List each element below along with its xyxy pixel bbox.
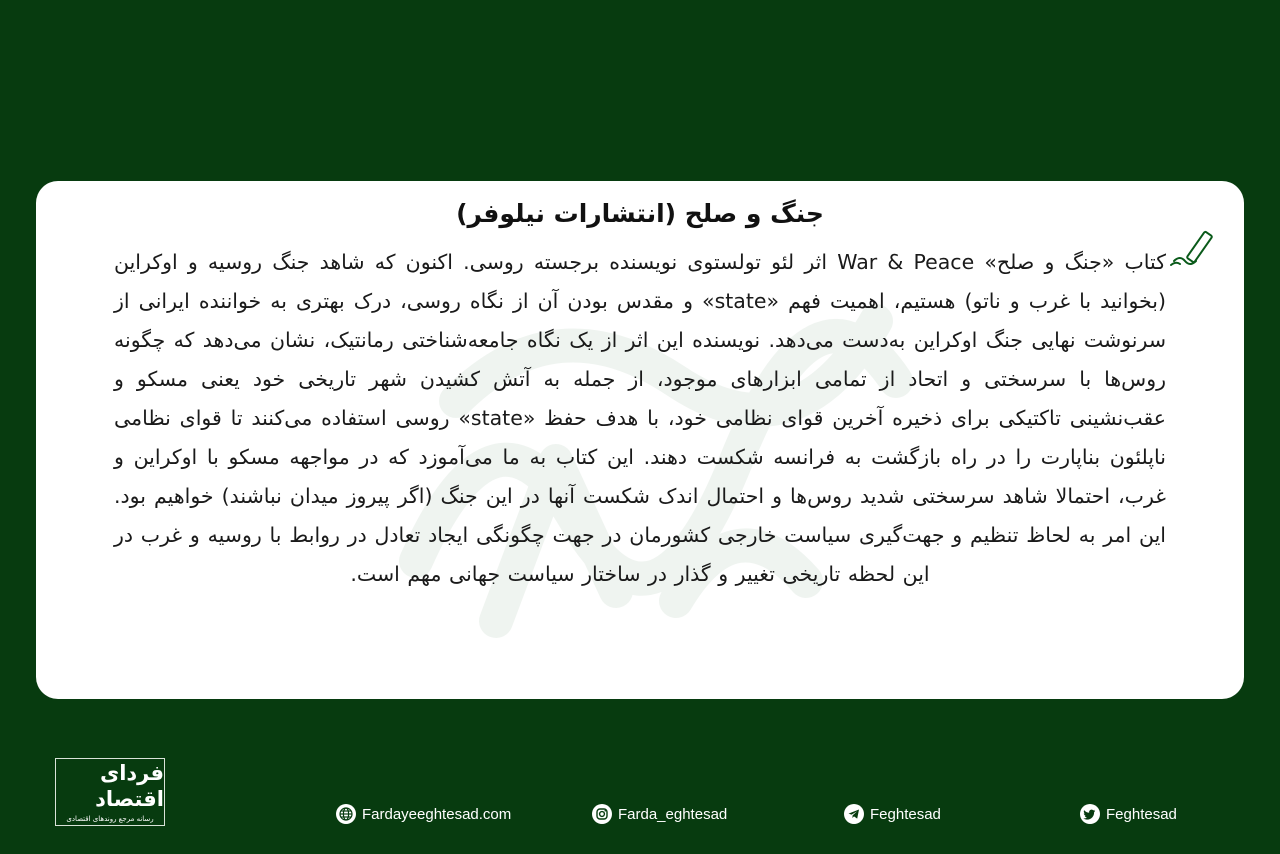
instagram-link[interactable] <box>592 803 727 825</box>
logo-tagline: رسانه مرجع روندهای اقتصادی <box>66 815 154 823</box>
card-title: جنگ و صلح (انتشارات نیلوفر) <box>456 199 824 228</box>
logo-title: فردای اقتصاد <box>95 761 164 811</box>
website-link[interactable] <box>336 803 511 825</box>
instagram-icon <box>592 804 612 824</box>
telegram-label: Feghtesad <box>870 805 941 823</box>
content-card <box>36 181 1244 699</box>
pen-icon <box>1168 225 1222 275</box>
article-body: کتاب «جنگ و صلح» War & Peace اثر لئو تولستوی نویسنده برجسته روسی. اکنون که شاهد جنگ روسیه و اوکراین (بخوانید با غرب و ناتو) هستیم، اهمیت فهم «state» و مقدس بودن آن از نگاه روسی، درک بهتری به خواننده ایرانی از سرنوشت نهایی جنگ اوکراین به‌دست می‌دهد. نویسنده این اثر از یک نگاه جامعه‌شناختی رمانتیک، نشان می‌دهد که چگونه روس‌ها با سرسختی و اتحاد از تمامی ابزارهای موجود، از جمله به آتش کشیدن شهر تاریخی خود یعنی مسکو و عقب‌نشینی تاکتیکی برای ذخیره آخرین قوای نظامی خود، با هدف حفظ «state» روسی استفاده می‌کنند تا قوای نظامی ناپلئون بناپارت را در راه بازگشت به فرانسه شکست دهند. این کتاب به ما می‌آموزد که در مواجهه مسکو با اوکراین و غرب، احتمالا شاهد سرسختی شدید روس‌ها و احتمال اندک شکست آنها در این جنگ (اگر پیروز میدان نباشند) خواهیم بود. این امر به لحاظ تنظیم و جهت‌گیری سیاست خارجی کشورمان در جهت چگونگی ایجاد تعادل در روابط با روسیه و غرب در این لحظه تاریخی تغییر و گذار در ساختار سیاست جهانی مهم است. <box>114 250 1166 586</box>
twitter-icon <box>1080 804 1100 824</box>
telegram-icon <box>844 804 864 824</box>
twitter-label: Feghtesad <box>1106 805 1177 823</box>
instagram-label: Farda_eghtesad <box>618 805 728 823</box>
website-label: Fardayeeghtesad.com <box>362 805 512 823</box>
twitter-link[interactable] <box>1080 803 1177 825</box>
brand-logo[interactable] <box>55 758 165 826</box>
telegram-link[interactable] <box>844 803 941 825</box>
globe-icon <box>336 804 356 824</box>
